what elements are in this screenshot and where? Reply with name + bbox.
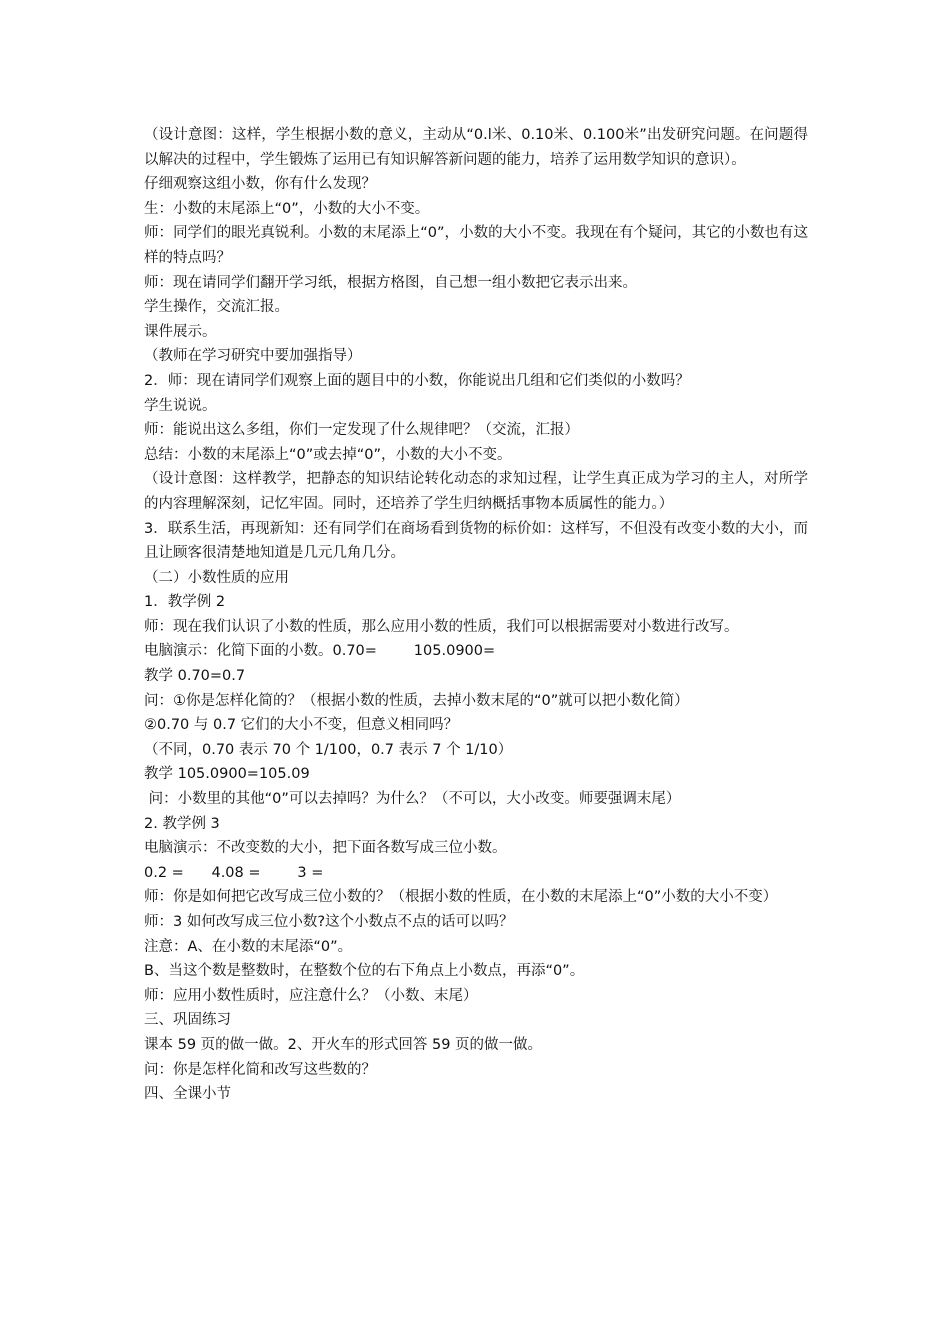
- paragraph-step-3: 3．联系生活，再现新知：还有同学们在商场看到货物的标价如：这样写，不但没有改变小数的大小，而且让顾客很清楚地知道是几元几角几分。: [144, 520, 808, 562]
- document-body: [144, 123, 808, 1107]
- paragraph-example-2: 1．教学例 2: [144, 594, 226, 611]
- paragraph-student-operation: 学生操作，交流汇报。: [144, 299, 289, 316]
- paragraph-answer-different: （不同，0.70 表示 70 个 1/100，0.7 表示 7 个 1/10）: [144, 741, 513, 758]
- paragraph-computer-demo-2: 电脑演示：不改变数的大小，把下面各数写成三位小数。: [144, 840, 507, 857]
- paragraph-rule-question: 师：能说出这么多组，你们一定发现了什么规律吧？（交流，汇报）: [144, 422, 579, 439]
- paragraph-summary: 总结：小数的末尾添上“0”或去掉“0”，小数的大小不变。: [144, 446, 512, 463]
- paragraph-design-intent-2: （设计意图：这样教学，把静态的知识结论转化动态的求知过程，让学生真正成为学习的主人，对所学的内容理解深刻，记忆牢固。同时，还培养了学生归纳概括事物本质属性的能力。）: [144, 471, 808, 512]
- section-heading-summary: 四、全课小节: [144, 1086, 231, 1103]
- paragraph-textbook: 课本 59 页的做一做。2、开火车的形式回答 59 页的做一做。: [144, 1036, 543, 1053]
- paragraph-question-2: ②0.70 与 0.7 它们的大小不变，但意义相同吗？: [144, 717, 459, 734]
- paragraph-note-b: B、当这个数是整数时，在整数个位的右下角点上小数点，再添“0”。: [144, 963, 585, 980]
- paragraph-teach-105: 教学 105.0900=105.09: [144, 766, 310, 783]
- section-heading-application: （二）小数性质的应用: [144, 569, 289, 586]
- paragraph-note-a: 注意：A、在小数的末尾添“0”。: [144, 938, 353, 955]
- paragraph-teacher-instruction: 师：现在请同学们翻开学习纸，根据方格图，自己想一组小数把它表示出来。: [144, 274, 637, 291]
- paragraph-courseware: 课件展示。: [144, 323, 217, 340]
- paragraph-question-1: 问：①你是怎样化简的？（根据小数的性质，去掉小数末尾的“0”就可以把小数化简）: [144, 692, 689, 709]
- paragraph-question-other-zero: 问：小数里的其他“0”可以去掉吗？为什么？（不可以，大小改变。师要强调末尾）: [144, 791, 681, 808]
- paragraph-step-2: 2．师：现在请同学们观察上面的题目中的小数，你能说出几组和它们类似的小数吗？: [144, 372, 690, 389]
- paragraph-teach-070: 教学 0.70=0.7: [144, 668, 246, 685]
- paragraph-exercise-numbers: 0.2 = 4.08 = 3 =: [144, 864, 324, 881]
- paragraph-teacher-attention: 师：应用小数性质时，应注意什么？（小数、末尾）: [144, 987, 478, 1004]
- paragraph-computer-demo-1: 电脑演示：化简下面的小数。0.70= 105.0900=: [144, 643, 496, 660]
- paragraph-teacher-guidance: （教师在学习研究中要加强指导）: [144, 348, 362, 365]
- paragraph-teacher-question: 师：同学们的眼光真锐利。小数的末尾添上“0”，小数的大小不变。我现在有个疑问，其它的小数也有这样的特点吗？: [144, 225, 808, 266]
- section-heading-practice: 三、巩固练习: [144, 1012, 231, 1029]
- paragraph-design-intent-1: （设计意图：这样，学生根据小数的意义，主动从“0.l米、0.10米、0.100米”出发研究问题。在问题得以解决的过程中，学生锻炼了运用已有知识解答新问题的能力，培养了运用数学知识的意识）。: [144, 127, 808, 168]
- paragraph-teacher-how: 师：你是如何把它改写成三位小数的？（根据小数的性质，在小数的末尾添上“0”小数的大小不变）: [144, 889, 778, 906]
- paragraph-student-answer: 生：小数的末尾添上“0”，小数的大小不变。: [144, 200, 430, 217]
- paragraph-example-3: 2. 教学例 3: [144, 815, 220, 832]
- paragraph-observe: 仔细观察这组小数，你有什么发现？: [144, 176, 376, 193]
- paragraph-teacher-3: 师：3 如何改写成三位小数?这个小数点不点的话可以吗？: [144, 914, 514, 930]
- paragraph-teacher-rewrite: 师：现在我们认识了小数的性质，那么应用小数的性质，我们可以根据需要对小数进行改写。: [144, 618, 739, 635]
- paragraph-students-say: 学生说说。: [144, 397, 217, 414]
- paragraph-question-simplify: 问：你是怎样化简和改写这些数的？: [144, 1061, 376, 1078]
